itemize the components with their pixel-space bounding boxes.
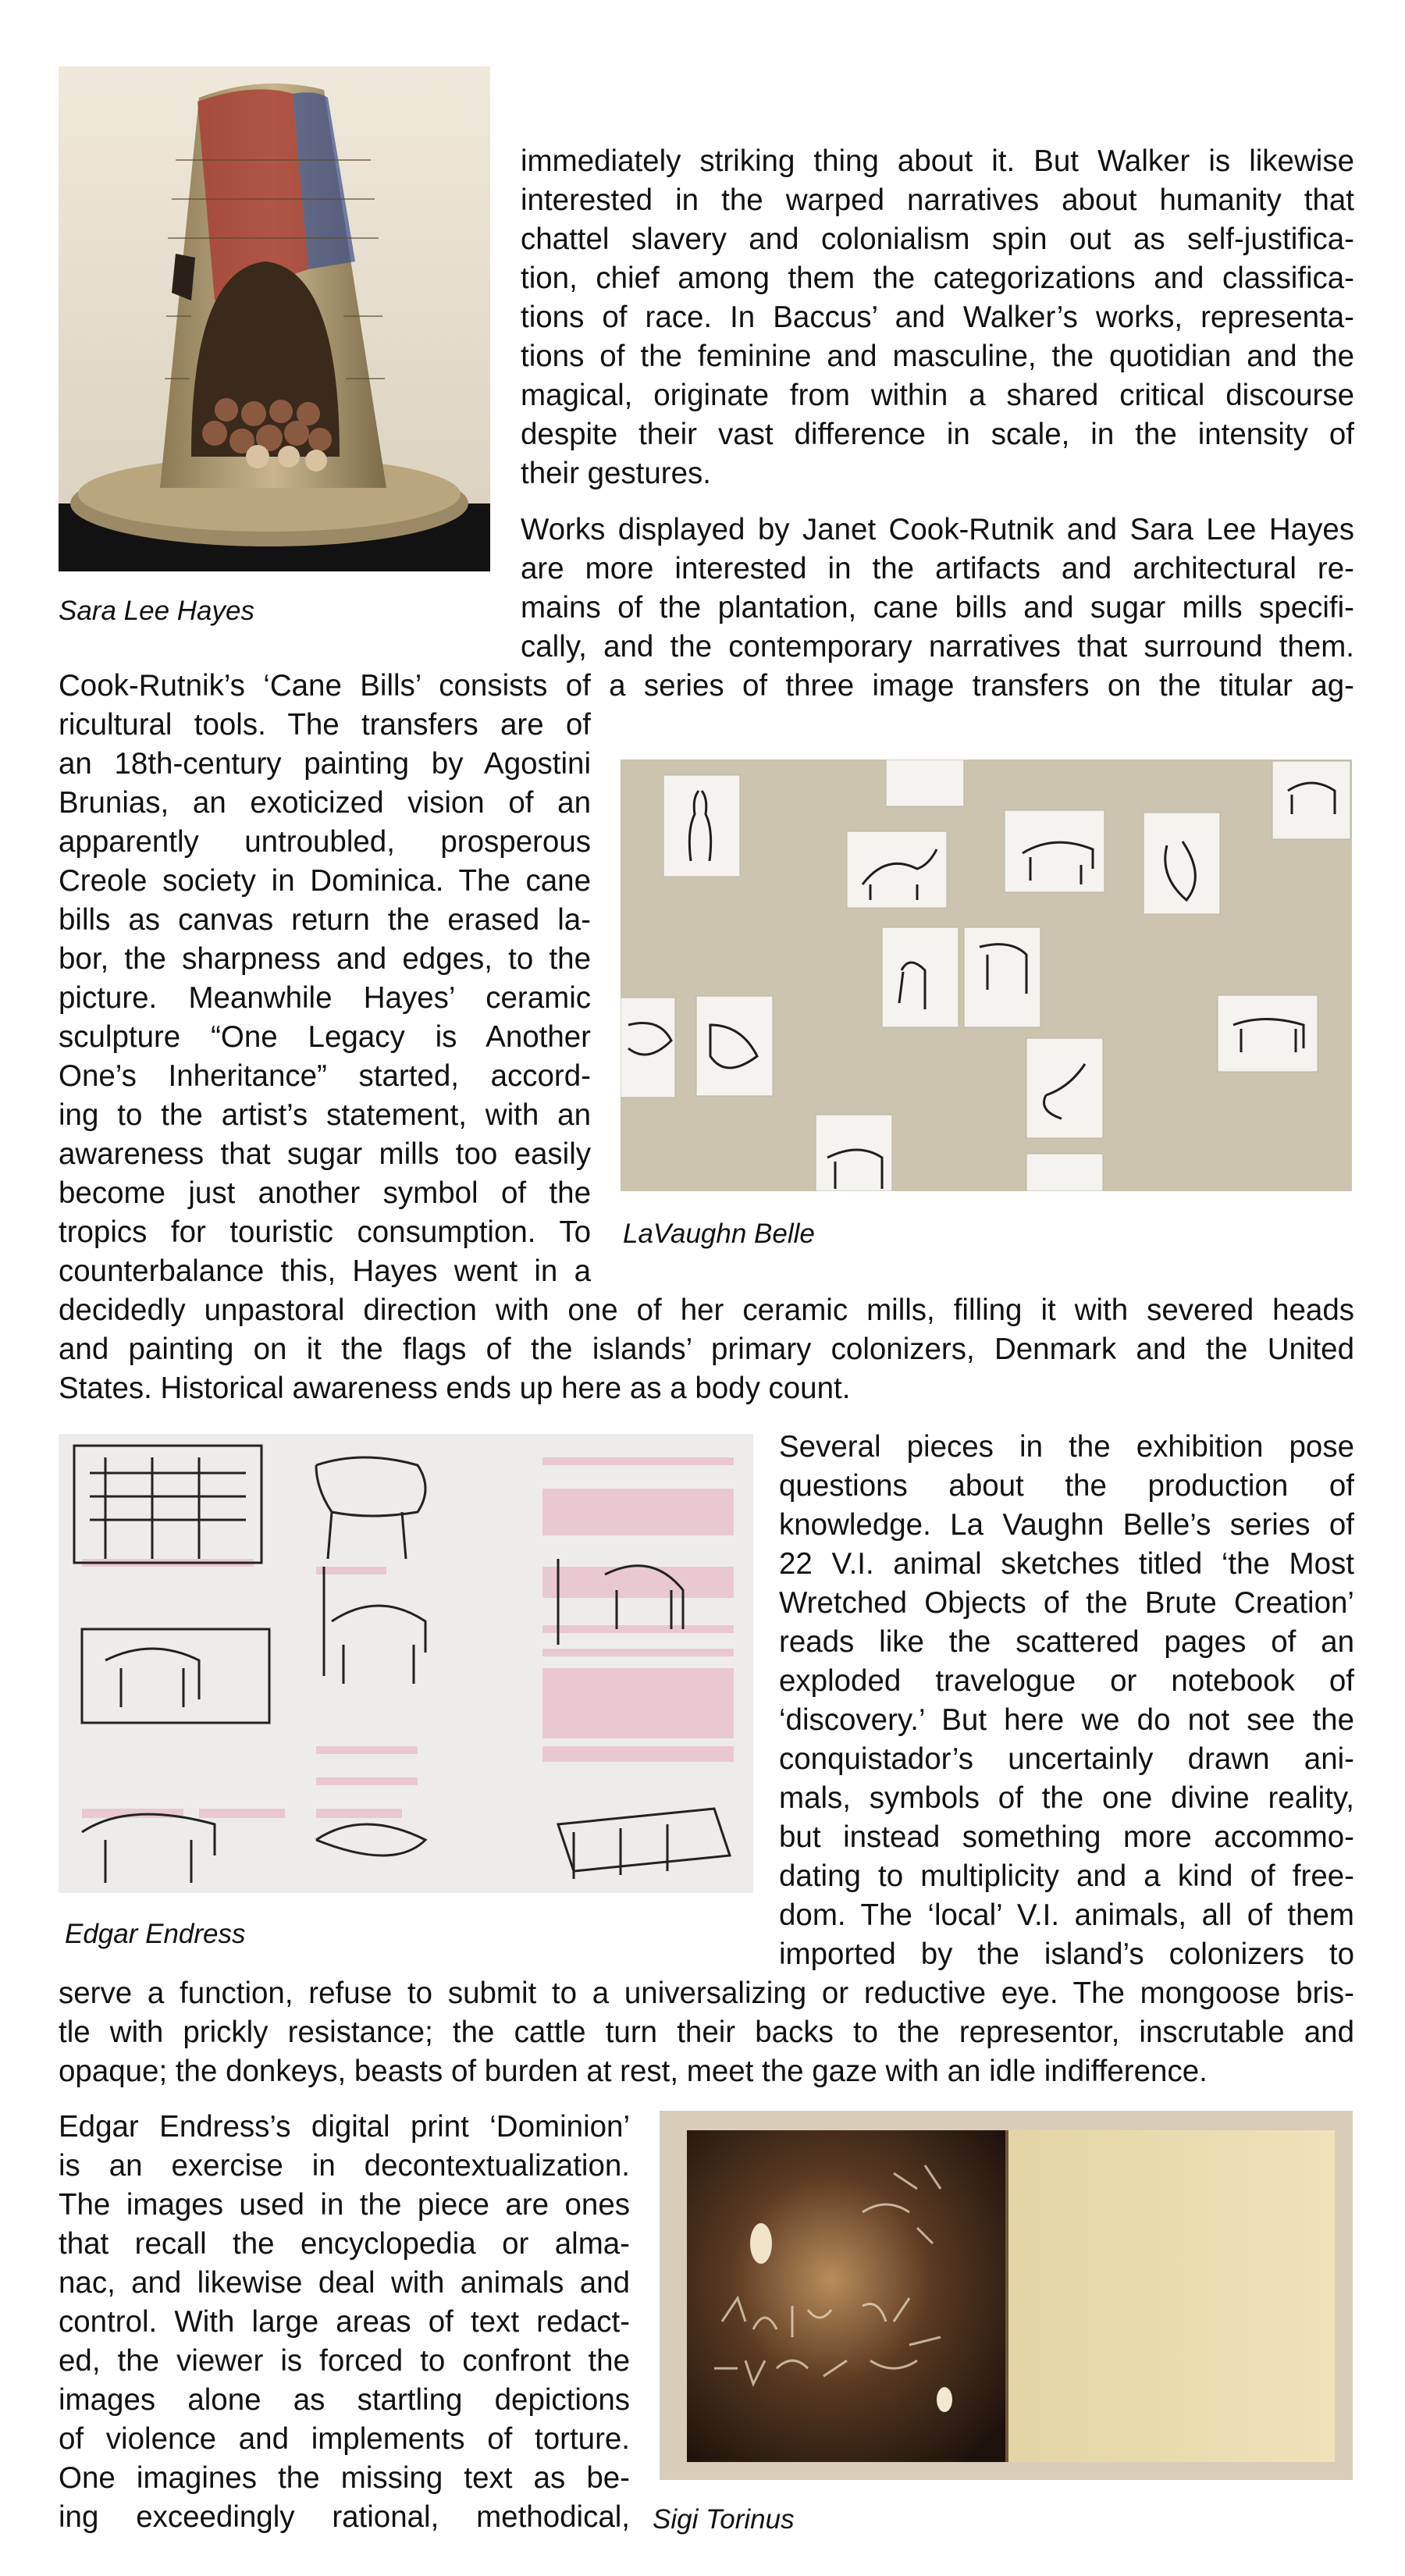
text-line: bills as canvas return the erased la- [59, 903, 591, 937]
text-line: Wretched Objects of the Brute Creation’ [779, 1586, 1354, 1620]
text-line: exploded travelogue or notebook of [779, 1664, 1354, 1698]
text-line: tropics for touristic consumption. To [59, 1215, 591, 1249]
text-line: immediately striking thing about it. But Walker is likewise [521, 144, 1354, 178]
text-line: ing exceedingly rational, methodical, [59, 2500, 630, 2534]
text-line: nac, and likewise deal with animals and [59, 2266, 630, 2300]
text-line: tions of race. In Baccus’ and Walker’s works, representa- [521, 301, 1354, 334]
figure-edgar-endress [59, 1434, 753, 1893]
text-line: ricultural tools. The transfers are of [59, 708, 591, 742]
caption-sigi-torinus: Sigi Torinus [653, 2504, 795, 2535]
figure-lavaughn-belle [621, 760, 1352, 1191]
figure-sara-lee-hayes [59, 66, 490, 571]
dominion-print-image [59, 1434, 753, 1893]
text-line: ed, the viewer is forced to confront the [59, 2344, 630, 2378]
ceramic-mill-image [59, 66, 490, 571]
text-line: is an exercise in decontextualization. [59, 2149, 630, 2183]
burned-panel-image [660, 2111, 1353, 2480]
text-line: picture. Meanwhile Hayes’ ceramic [59, 981, 591, 1015]
text-line: Edgar Endress’s digital print ‘Dominion’ [59, 2110, 630, 2144]
text-line: One’s Inheritance” started, accord- [59, 1059, 591, 1093]
text-line: despite their vast difference in scale, in the intensity of [521, 418, 1354, 451]
text-line: and painting on it the flags of the islands’ primary colonizers, Denmark and the United [59, 1332, 1354, 1366]
text-line: awareness that sugar mills too easily [59, 1137, 591, 1171]
animal-sketches-image [621, 760, 1352, 1191]
text-line: but instead something more accommo- [779, 1820, 1354, 1854]
figure-sigi-torinus [660, 2111, 1353, 2480]
text-line: tle with prickly resistance; the cattle turn their backs to the representor, inscrutable and [59, 2016, 1354, 2049]
text-line: are more interested in the artifacts and architectural re- [521, 552, 1354, 585]
text-line: tion, chief among them the categorizations and classifica- [521, 262, 1354, 295]
text-line: Cook-Rutnik’s ‘Cane Bills’ consists of a series of three image transfers on the titular ag- [59, 669, 1354, 703]
text-line: that recall the encyclopedia or alma- [59, 2227, 630, 2261]
text-line: tions of the feminine and masculine, the quotidian and the [521, 340, 1354, 373]
text-line: cally, and the contemporary narratives that surround them. [521, 630, 1354, 664]
text-line: counterbalance this, Hayes went in a [59, 1254, 591, 1288]
text-line: apparently untroubled, prosperous [59, 825, 591, 859]
text-line: Several pieces in the exhibition pose [779, 1430, 1354, 1464]
text-line: interested in the warped narratives about humanity that [521, 183, 1354, 217]
text-line: bor, the sharpness and edges, to the [59, 942, 591, 976]
text-line: chattel slavery and colonialism spin out as self-justifica- [521, 222, 1354, 256]
text-line: The images used in the piece are ones [59, 2188, 630, 2222]
text-line: States. Historical awareness ends up here as a body count. [59, 1372, 851, 1405]
text-line: become just another symbol of the [59, 1176, 591, 1210]
caption-edgar-endress: Edgar Endress [65, 1919, 246, 1949]
text-line: One imagines the missing text as be- [59, 2461, 630, 2495]
text-line: questions about the production of [779, 1469, 1354, 1503]
text-line: mals, symbols of the one divine reality, [779, 1781, 1354, 1815]
text-line: Works displayed by Janet Cook-Rutnik and Sara Lee Hayes [521, 513, 1354, 546]
caption-lavaughn-belle: LaVaughn Belle [623, 1219, 815, 1249]
text-line: 22 V.I. animal sketches titled ‘the Most [779, 1547, 1354, 1581]
text-line: of violence and implements of torture. [59, 2422, 630, 2456]
text-line: magical, originate from within a shared critical discourse [521, 379, 1354, 412]
text-line: imported by the island’s colonizers to [779, 1937, 1354, 1971]
text-line: Brunias, an exoticized vision of an [59, 786, 591, 820]
text-line: conquistador’s uncertainly drawn ani- [779, 1742, 1354, 1776]
text-line: their gestures. [521, 457, 711, 490]
text-line: dating to multiplicity and a kind of free- [779, 1859, 1354, 1893]
text-line: an 18th-century painting by Agostini [59, 747, 591, 781]
text-line: mains of the plantation, cane bills and sugar mills specifi- [521, 591, 1354, 624]
text-line: reads like the scattered pages of an [779, 1625, 1354, 1659]
text-line: serve a function, refuse to submit to a universalizing or reductive eye. The mongoose bris- [59, 1976, 1354, 2010]
text-line: ing to the artist’s statement, with an [59, 1098, 591, 1132]
text-line: decidedly unpastoral direction with one of her ceramic mills, filling it with severed heads [59, 1293, 1354, 1327]
text-line: control. With large areas of text redact- [59, 2305, 630, 2339]
text-line: knowledge. La Vaughn Belle’s series of [779, 1508, 1354, 1542]
text-line: images alone as startling depictions [59, 2383, 630, 2417]
text-line: Creole society in Dominica. The cane [59, 864, 591, 898]
text-line: ‘discovery.’ But here we do not see the [779, 1703, 1354, 1737]
text-line: sculpture “One Legacy is Another [59, 1020, 591, 1054]
caption-sara-lee-hayes: Sara Lee Hayes [59, 596, 254, 626]
text-line: opaque; the donkeys, beasts of burden at rest, meet the gaze with an idle indifference. [59, 2055, 1208, 2088]
text-line: dom. The ‘local’ V.I. animals, all of them [779, 1898, 1354, 1932]
